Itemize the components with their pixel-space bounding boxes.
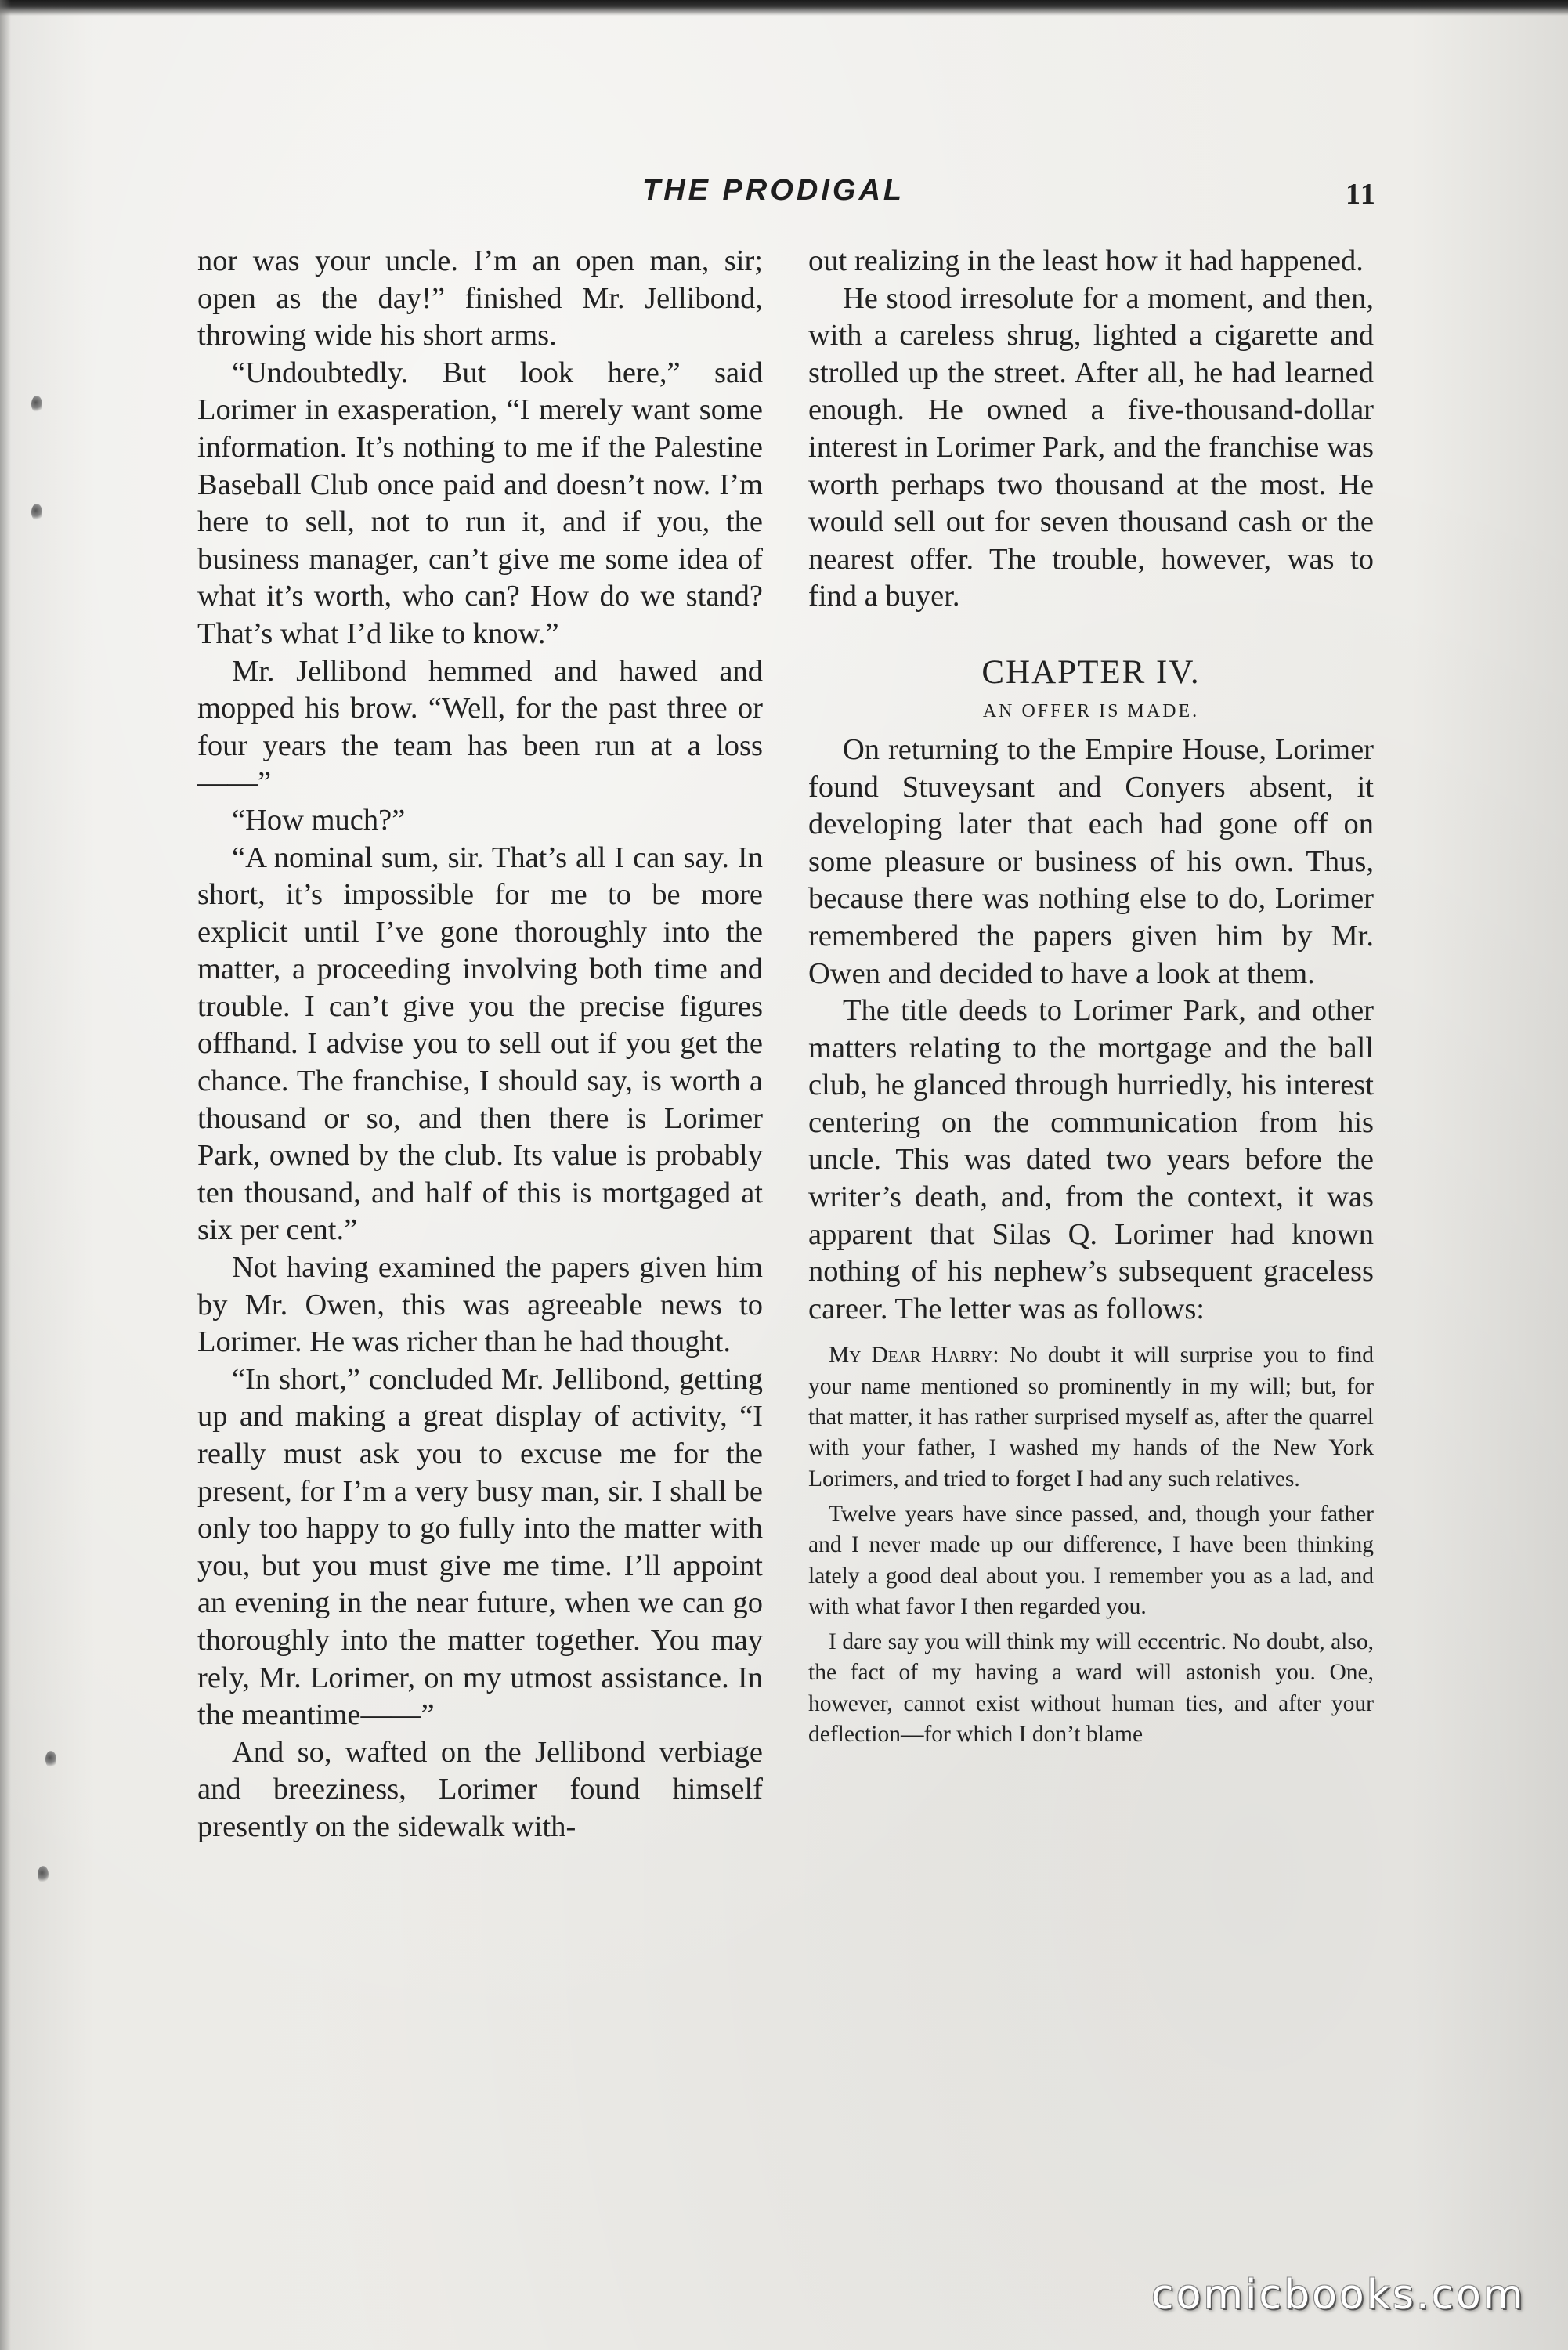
paragraph: “How much?” [232,803,406,837]
page-top-edge [0,0,1568,16]
binding-hole [45,1751,56,1768]
letter-text: No doubt it will surprise you to find your name mentioned so prominently in my will; but, for that matter, it has rather surprised myself as, after the quarrel with your father, I washed my hands of the New York Lorimers, and tried to forget I had any such relatives. [808,1343,1375,1491]
paragraph: out realizing in the least how it had happened. [808,244,1364,277]
page-number: 11 [1346,178,1377,211]
letter-paragraph: Twelve years have since passed, and, though your father and I never made up our difference, I have been thinking lately a good deal about you. I remember you as a lad, and with what favor I then regarded you. [808,1501,1374,1619]
paragraph: Mr. Jellibond hemmed and hawed and mopped his brow. “Well, for the past three or four years the team has been run at a loss——” [197,654,763,800]
paragraph: And so, wafted on the Jellibond verbiage and breeziness, Lorimer found himself presently on the sidewalk with- [197,1735,763,1843]
letter-salutation: My Dear Harry: [829,1343,999,1368]
paragraph: He stood irresolute for a moment, and then, with a careless shrug, lighted a cigarette and strolled up the street. After all, he had learned enough. He owned a five-thousand-dollar interest in Lorimer Park, and the franchise was worth perhaps two thousand at the most. He would sell out for seven thousand cash or the nearest offer. The trouble, however, was to find a buyer. [808,281,1374,613]
paragraph: “In short,” concluded Mr. Jellibond, getting up and making a great display of activity, “I really must ask you to excuse me for the present, for I’m a very busy man, sir. I shall be only too happy to go fully into the matter with you, but you must give me time. I’ll appoint an evening in the near future, when we can go thoroughly into the matter together. You may rely, Mr. Lorimer, on my utmost assistance. In the meantime——” [197,1362,763,1732]
site-watermark: comicbooks.com [1151,2272,1526,2319]
left-column [197,243,763,1846]
binding-hole [31,396,42,413]
paragraph: nor was your uncle. I’m an open man, sir; open as the day!” finished Mr. Jellibond, throwing wide his short arms. [197,244,763,352]
uncle-letter [808,1340,1374,1750]
paragraph: Not having examined the papers given him by Mr. Owen, this was agreeable news to Lorimer. He was richer than he had thought. [197,1251,763,1359]
page-binding-edge [0,0,11,2350]
running-head: THE PRODIGAL [642,174,905,207]
paragraph: “Undoubtedly. But look here,” said Lorimer in exasperation, “I merely want some information. It’s nothing to me if the Palestine Baseball Club once paid and doesn’t now. I’m here to sell, not to run it, and if you, the business manager, can’t give me some idea of what it’s worth, who can? How do we stand? That’s what I’d like to know.” [197,356,763,650]
letter-paragraph: I dare say you will think my will eccentric. No doubt, also, the fact of my having a ward will astonish you. One, however, cannot exist without human ties, and after your deflection—for which I don’t blame [808,1629,1374,1747]
paragraph: The title deeds to Lorimer Park, and other matters relating to the mortgage and the ball club, he glanced through hurriedly, his interest centering on the communication from his uncle. This was dated two years before the writer’s death, and, from the context, it was apparent that Silas Q. Lorimer had known nothing of his nephew’s subsequent graceless career. The letter was as follows: [808,994,1374,1325]
paragraph: On returning to the Empire House, Lorimer found Stuveysant and Conyers absent, it developing later that each had gone off on some pleasure or business of his own. Thus, because there was nothing else to do, Lorimer remembered the papers given him by Mr. Owen and decided to have a look at them. [808,732,1374,990]
paragraph: “A nominal sum, sir. That’s all I can say. In short, it’s impossible for me to be more explicit until I’ve gone thoroughly into the matter, a proceeding involving both time and trouble. I can’t give you the precise figures offhand. I advise you to sell out if you get the chance. The franchise, I should say, is worth a thousand or so, and then there is Lorimer Park, owned by the club. Its value is probably ten thousand, and half of this is mortgaged at six per cent.” [197,841,763,1247]
chapter-heading: CHAPTER IV. [981,653,1201,691]
letter-paragraph [808,1340,1374,1494]
chapter-subtitle: AN OFFER IS MADE. [982,700,1200,721]
binding-hole [38,1866,49,1883]
binding-hole [31,504,42,521]
right-column [808,243,1374,1755]
